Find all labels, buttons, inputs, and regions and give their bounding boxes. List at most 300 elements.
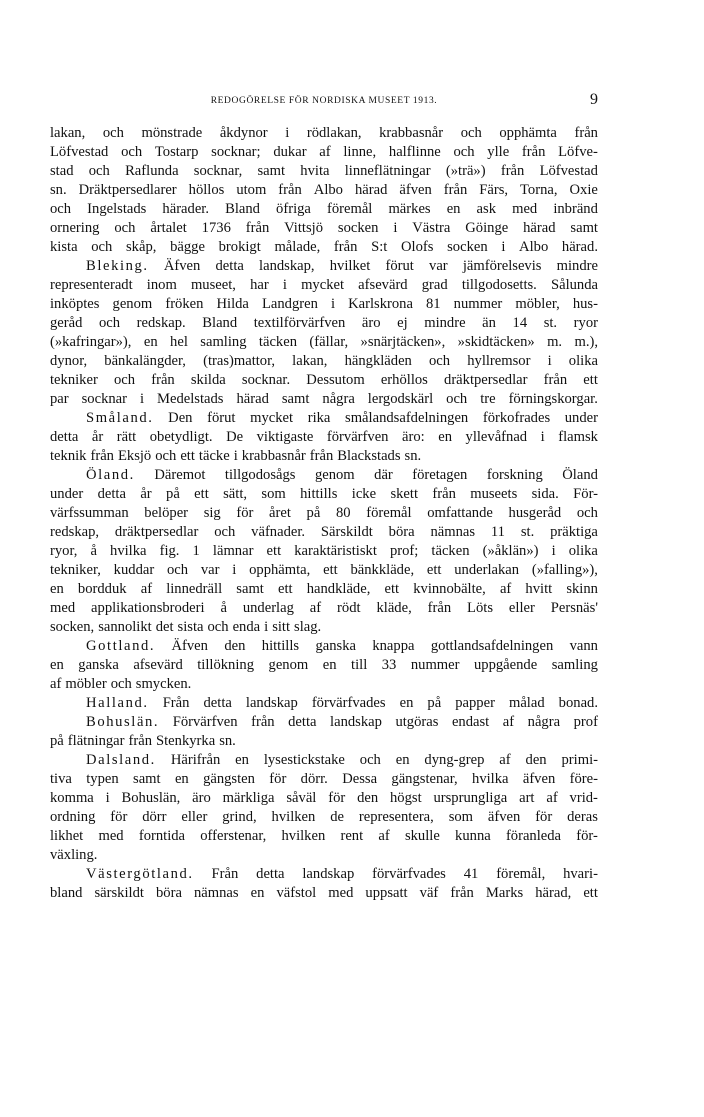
word: uppsatt: [365, 885, 408, 901]
word: smycken.: [135, 676, 192, 692]
word: böra: [156, 885, 182, 901]
word: och: [114, 220, 136, 236]
word: inbränd: [553, 201, 598, 217]
word: Öland: [562, 467, 598, 483]
word: vann: [569, 638, 598, 654]
word: (tras)mattor,: [203, 353, 276, 369]
word: hvari-: [563, 866, 598, 882]
word: Färs,: [479, 182, 509, 198]
word: en: [395, 752, 410, 768]
word: st.: [543, 315, 558, 331]
word: på: [166, 486, 180, 502]
word: lergodskärl: [367, 391, 434, 407]
word: museet,: [190, 277, 236, 293]
word: täcken: [431, 543, 470, 559]
word: ylle: [487, 144, 510, 160]
word: mindre: [424, 315, 466, 331]
word: socknar: [81, 391, 127, 407]
word: gottlandsafdelningen: [430, 638, 554, 654]
word: rätt: [116, 429, 137, 445]
word: bland: [50, 885, 83, 901]
word: detta: [97, 486, 126, 502]
word: afsevärd: [358, 277, 408, 293]
word: bägge: [170, 239, 205, 255]
word: 33: [381, 657, 397, 673]
word: en: [438, 429, 452, 445]
word: hus-: [572, 296, 598, 312]
word: olika: [568, 543, 598, 559]
word: likhet: [50, 828, 84, 844]
word: föranleda: [505, 828, 562, 844]
word: grind,: [222, 809, 257, 825]
word: kvinnobälte,: [413, 581, 486, 597]
word: utgöras: [395, 714, 439, 730]
word: af: [546, 790, 558, 806]
word: tiva: [50, 771, 72, 787]
text-line: [50, 751, 598, 770]
word: under: [50, 486, 84, 502]
word: den: [224, 638, 246, 654]
word: kunna: [455, 828, 491, 844]
word: eller: [181, 809, 208, 825]
word: kista: [50, 239, 78, 255]
word: högst: [390, 790, 422, 806]
word: (»åklän»): [482, 543, 539, 559]
word: sätt,: [223, 486, 248, 502]
word: i: [264, 619, 269, 635]
word: deras: [567, 809, 598, 825]
word: var: [429, 258, 448, 274]
word: socken,: [50, 619, 95, 635]
text-line: [50, 713, 598, 732]
word: eller: [508, 600, 535, 616]
section-lead-word: Bleking.: [86, 258, 149, 274]
word: rika: [307, 410, 331, 426]
word: samling: [200, 334, 247, 350]
word: före-: [569, 771, 598, 787]
word: textilförvärfven: [253, 315, 346, 331]
word: präktiga: [550, 524, 598, 540]
word: ordning: [50, 809, 96, 825]
word: halflinne: [388, 144, 441, 160]
word: en: [174, 771, 189, 787]
word: ett: [266, 543, 282, 559]
word: lakan,: [50, 125, 86, 141]
text-line: [50, 675, 598, 694]
word: Stenkyrka: [156, 733, 216, 749]
word: samt: [133, 771, 161, 787]
word: å: [90, 543, 97, 559]
word: lakan,: [292, 353, 328, 369]
word: socknar;: [211, 144, 261, 160]
word: Från: [162, 695, 190, 711]
word: af: [319, 144, 331, 160]
text-line: [50, 143, 598, 162]
word: erhöllos: [380, 372, 428, 388]
word: par: [50, 391, 69, 407]
word: m.),: [574, 334, 598, 350]
word: förvärfvades: [372, 866, 446, 882]
word: (»falling»),: [531, 562, 598, 578]
word: slag.: [294, 619, 322, 635]
word: 1: [192, 543, 200, 559]
word: Göinge: [465, 220, 509, 236]
word: samt: [236, 581, 264, 597]
word: genom: [112, 296, 153, 312]
word: målad: [508, 695, 545, 711]
word: öfriga: [276, 201, 311, 217]
word: teknik: [50, 448, 87, 464]
word: dörr.: [300, 771, 328, 787]
word: i: [105, 790, 110, 806]
word: Dessutom: [306, 372, 365, 388]
word: Löts: [467, 600, 493, 616]
text-line: [50, 447, 598, 466]
text-line: [50, 561, 598, 580]
word: Den: [168, 410, 193, 426]
word: förvärfven: [326, 429, 389, 445]
word: genom: [268, 657, 309, 673]
word: en: [50, 657, 64, 673]
text-line: [50, 523, 598, 542]
word: en: [143, 334, 158, 350]
word: från: [309, 448, 334, 464]
word: äro: [361, 315, 381, 331]
text-line: [50, 409, 598, 428]
word: äro: [192, 790, 211, 806]
text-line: [50, 124, 598, 143]
word: hittills: [261, 638, 300, 654]
word: Förvärfven: [172, 714, 238, 730]
word: af: [502, 714, 515, 730]
word: mycket: [250, 410, 294, 426]
word: prof;: [389, 543, 419, 559]
word: en: [322, 657, 337, 673]
word: hvilken: [281, 828, 326, 844]
word: mycket: [301, 277, 345, 293]
word: täcke: [198, 448, 230, 464]
word: härad: [236, 391, 269, 407]
word: Löfve-: [558, 144, 598, 160]
word: år: [91, 429, 104, 445]
word: enda: [232, 619, 261, 635]
text-line: [50, 257, 598, 276]
word: hvilka: [110, 543, 147, 559]
word: föremål: [366, 505, 412, 521]
text-line: [50, 542, 598, 561]
word: från: [90, 448, 114, 464]
word: möbler,: [515, 296, 560, 312]
word: sn.: [404, 448, 422, 464]
word: samt: [281, 391, 310, 407]
text-line: [50, 827, 598, 846]
word: än: [482, 315, 496, 331]
word: landskap: [330, 714, 382, 730]
word: representera,: [358, 809, 434, 825]
word: med: [50, 600, 76, 616]
word: i: [233, 448, 238, 464]
word: växling.: [50, 847, 98, 863]
word: af: [309, 600, 322, 616]
word: dukar: [273, 144, 307, 160]
word: socknar.: [241, 372, 291, 388]
word: grad: [421, 277, 448, 293]
text-line: [50, 599, 598, 618]
section-lead-word: Bohuslän.: [86, 714, 160, 730]
word: underlakan: [454, 562, 520, 578]
word: ett: [583, 372, 598, 388]
word: rent: [340, 828, 364, 844]
word: sn.: [50, 182, 67, 198]
word: af: [140, 581, 153, 597]
word: typen: [86, 771, 119, 787]
word: tre: [480, 391, 496, 407]
text-line: [50, 694, 598, 713]
word: en: [235, 752, 249, 768]
word: och: [429, 353, 451, 369]
word: å: [220, 600, 227, 616]
word: i: [551, 543, 556, 559]
text-line: [50, 846, 598, 865]
word: en: [446, 201, 461, 217]
word: och: [121, 144, 143, 160]
word: afsevärd: [133, 657, 183, 673]
word: skilda: [190, 372, 226, 388]
word: från: [432, 486, 456, 502]
word: från: [443, 182, 468, 198]
word: åkdynor: [219, 125, 268, 141]
word: Löfvestad: [50, 144, 109, 160]
word: och: [91, 239, 113, 255]
word: äfven: [399, 182, 432, 198]
text-line: [50, 428, 598, 447]
word: dräktpersedlar: [444, 372, 528, 388]
word: ett: [426, 562, 442, 578]
word: företagen: [412, 467, 468, 483]
word: bordduk: [77, 581, 127, 597]
word: Olofs: [401, 239, 434, 255]
word: från: [278, 182, 302, 198]
running-head-title: REDOGÖRELSE FÖR NORDISKA MUSEET 1913.: [210, 96, 438, 106]
word: i: [139, 391, 145, 407]
word: lämnar: [212, 543, 254, 559]
word: och: [207, 619, 229, 635]
word: Bland: [202, 315, 238, 331]
word: yllevåfnad: [465, 429, 528, 445]
word: Sålunda: [550, 277, 598, 293]
word: handkläde,: [306, 581, 371, 597]
word: Torna,: [520, 182, 558, 198]
word: hvita: [300, 163, 330, 179]
word: Dräktpersedlarer: [78, 182, 177, 198]
word: bänkalängder,: [104, 353, 186, 369]
word: inom: [146, 277, 177, 293]
word: sig: [203, 505, 221, 521]
word: skåp,: [126, 239, 157, 255]
word: af: [378, 828, 390, 844]
word: sn.: [219, 733, 236, 749]
word: på: [306, 505, 321, 521]
word: de: [330, 809, 344, 825]
word: utom: [236, 182, 267, 198]
word: det: [155, 619, 174, 635]
text-line: [50, 181, 598, 200]
word: en: [50, 581, 64, 597]
word: årtalet: [150, 220, 187, 236]
text-line: [50, 162, 598, 181]
text-line: [50, 580, 598, 599]
word: detta: [215, 258, 244, 274]
word: och: [155, 448, 177, 464]
word: från: [251, 714, 275, 730]
word: från: [450, 885, 474, 901]
word: obetydligt.: [149, 429, 213, 445]
text-line: [50, 485, 598, 504]
word: märkes: [388, 201, 431, 217]
word: Äfven: [163, 258, 201, 274]
word: i: [393, 220, 398, 236]
word: af: [50, 676, 62, 692]
word: lysestickstake: [263, 752, 345, 768]
word: viktigaste: [256, 429, 314, 445]
text-line: [50, 770, 598, 789]
word: Raflunda: [125, 163, 179, 179]
word: prof: [573, 714, 598, 730]
word: hyllremsor: [467, 353, 531, 369]
word: ornering: [50, 220, 100, 236]
word: särskildt: [94, 885, 144, 901]
word: och: [214, 524, 236, 540]
word: offerstenar,: [200, 828, 267, 844]
word: hel: [170, 334, 188, 350]
word: Äfven: [171, 638, 208, 654]
word: möbler: [65, 676, 107, 692]
word: som: [261, 486, 286, 502]
word: opphämta,: [249, 562, 311, 578]
word: ett: [583, 885, 598, 901]
section-lead-word: Västergötland.: [86, 866, 194, 882]
word: och: [99, 315, 121, 331]
word: papper: [455, 695, 495, 711]
text-line: [50, 656, 598, 675]
word: socken: [447, 239, 488, 255]
word: och: [453, 144, 475, 160]
word: förut: [385, 258, 414, 274]
word: kläde,: [376, 600, 412, 616]
word: för: [110, 809, 128, 825]
word: Marks: [485, 885, 524, 901]
word: forntida: [138, 828, 186, 844]
text-line: [50, 884, 598, 903]
word: i: [330, 296, 336, 312]
word: ett: [278, 581, 293, 597]
word: Medelstads: [157, 391, 224, 407]
word: omfattande: [427, 505, 493, 521]
word: härad: [523, 220, 556, 236]
word: tillgodosågs: [224, 467, 296, 483]
word: Däremot: [154, 467, 206, 483]
word: Landgren: [261, 296, 318, 312]
word: hittills: [300, 486, 338, 502]
word: täcken: [258, 334, 298, 350]
word: hvilket: [329, 258, 371, 274]
word: under: [564, 410, 598, 426]
word: från: [427, 600, 452, 616]
word: museets: [470, 486, 518, 502]
word: knappa: [372, 638, 415, 654]
word: vrid-: [569, 790, 598, 806]
word: Blackstads: [337, 448, 401, 464]
text-line: [50, 276, 598, 295]
word: samt: [257, 163, 286, 179]
word: Löfvestad: [539, 163, 598, 179]
word: flamsk: [558, 429, 598, 445]
word: böra: [388, 524, 415, 540]
word: året: [269, 505, 291, 521]
word: (»kafringar»),: [50, 334, 132, 350]
word: och: [460, 125, 482, 141]
word: till: [351, 657, 368, 673]
word: i: [232, 562, 237, 578]
word: jämförelsevis: [462, 258, 542, 274]
word: sannolikt: [98, 619, 152, 635]
word: olika: [568, 353, 598, 369]
word: krabbasnår: [241, 448, 306, 464]
text-line: [50, 618, 598, 637]
word: st.: [520, 524, 535, 540]
word: art: [519, 790, 535, 806]
word: med: [98, 828, 124, 844]
word: bonad.: [558, 695, 598, 711]
word: ryor,: [50, 543, 78, 559]
word: primi-: [561, 752, 598, 768]
word: nummer: [410, 657, 460, 673]
word: Karlskrona: [348, 296, 413, 312]
word: ett: [323, 562, 338, 578]
word: dyng-grep: [424, 752, 485, 768]
word: hvilken: [271, 809, 316, 825]
word: karaktäristiskt: [294, 543, 377, 559]
word: ganska: [315, 638, 356, 654]
word: socknar,: [193, 163, 243, 179]
word: och: [446, 391, 468, 407]
word: S:t: [371, 239, 388, 255]
word: ask: [476, 201, 497, 217]
word: var: [200, 562, 220, 578]
word: icke: [351, 486, 377, 502]
word: rödt: [337, 600, 361, 616]
word: dynor,: [50, 353, 88, 369]
text-line: [50, 637, 598, 656]
word: från: [543, 372, 568, 388]
word: 11: [490, 524, 505, 540]
section-lead-word: Dalsland.: [86, 752, 156, 768]
word: applikationsbroderi: [91, 600, 205, 616]
word: och: [359, 752, 381, 768]
text-line: [50, 789, 598, 808]
word: med: [512, 201, 538, 217]
word: som: [448, 809, 474, 825]
word: (fällar,: [309, 334, 349, 350]
word: nämnas: [430, 524, 476, 540]
word: i: [285, 125, 290, 141]
word: hvilka: [472, 771, 509, 787]
word: De: [226, 429, 244, 445]
word: sista: [177, 619, 204, 635]
word: från: [500, 163, 525, 179]
word: värfssumman: [50, 505, 129, 521]
word: äfven: [487, 809, 521, 825]
